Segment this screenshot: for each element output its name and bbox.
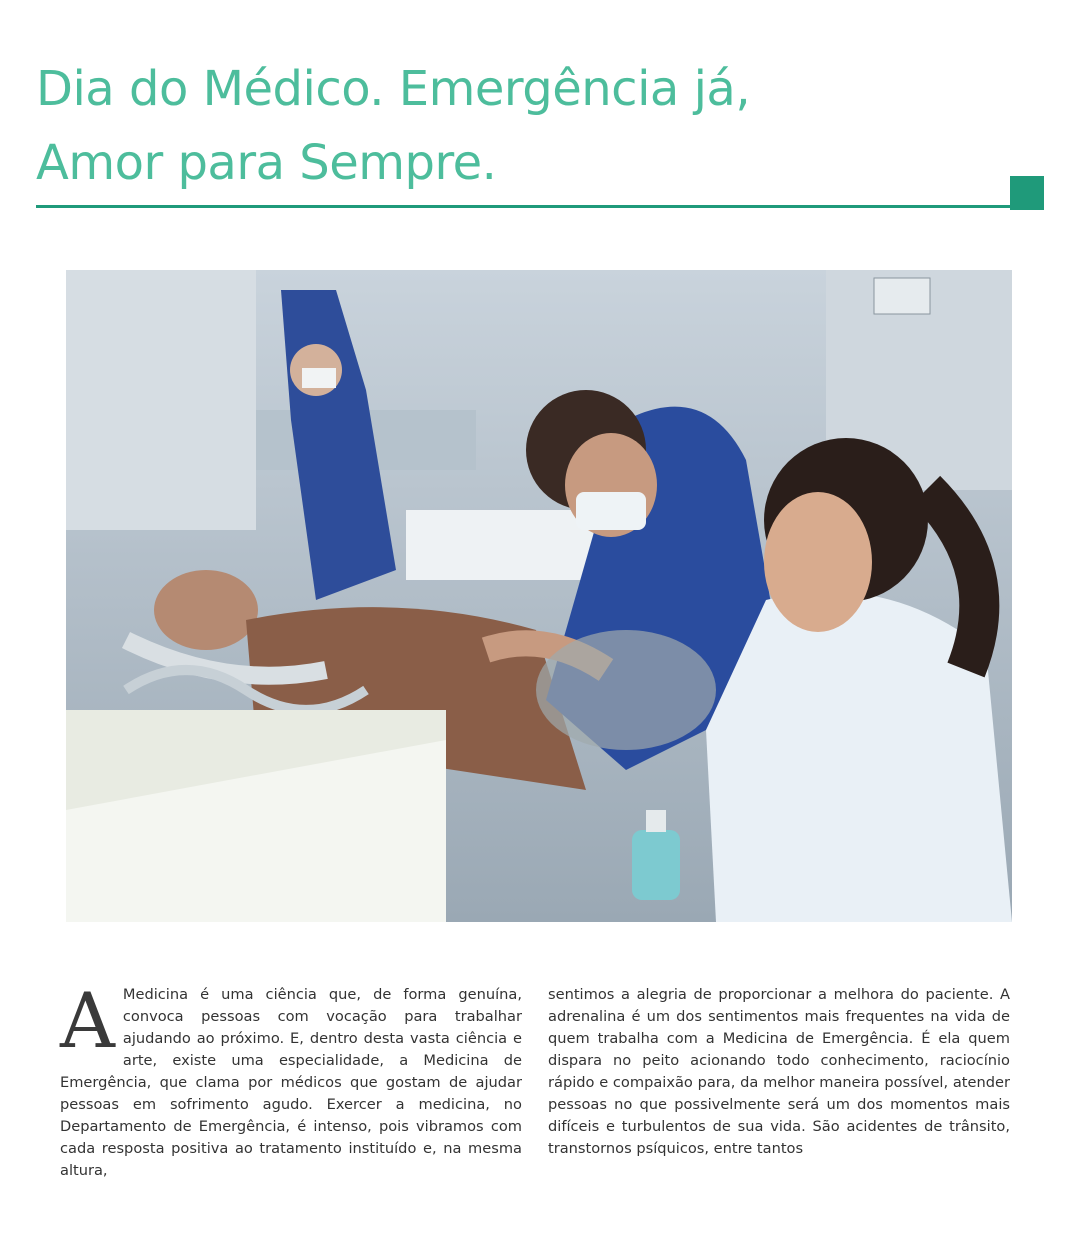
left-column-text: Medicina é uma ciência que, de forma genuína, convoca pessoas com vocação para trabalhar ajudando ao próximo. E, dentro desta vasta ciência e arte, existe uma especialidade, a Medicina de Emergência, que clama por médicos que gostam de ajudar pessoas em sofrimento agudo. Exercer a medicina, no Departamento de Emergência, é intenso, pois vibramos com cada resposta positiva ao tratamento instituído e, na mesma altura, bbox=[60, 986, 522, 1179]
article-body-right-column bbox=[548, 984, 1010, 1160]
article-photo bbox=[66, 270, 1012, 922]
emergency-room-illustration bbox=[66, 270, 1012, 922]
article-title-line-1: Dia do Médico. Emergência já, bbox=[36, 61, 751, 117]
article-title bbox=[36, 52, 996, 200]
right-column-text: sentimos a alegria de proporcionar a melhora do paciente. A adrenalina é um dos sentimentos mais frequentes na vida de quem trabalha com a Medicina de Emergência. É ela quem dispara no peito acionando todo conhecimento, raciocínio rápido e compaixão para, da melhor maneira possível, atender pessoas no que possivelmente será um dos momentos mais difíceis e turbulentos de sua vida. São acidentes de trânsito, transtornos psíquicos, entre tantos bbox=[548, 986, 1010, 1157]
article-title-line-2: Amor para Sempre. bbox=[36, 135, 497, 191]
article-body-left-column bbox=[60, 976, 522, 1182]
title-underline bbox=[36, 205, 1014, 208]
title-accent-square bbox=[1010, 176, 1044, 210]
dropcap-letter: A bbox=[60, 976, 115, 1065]
